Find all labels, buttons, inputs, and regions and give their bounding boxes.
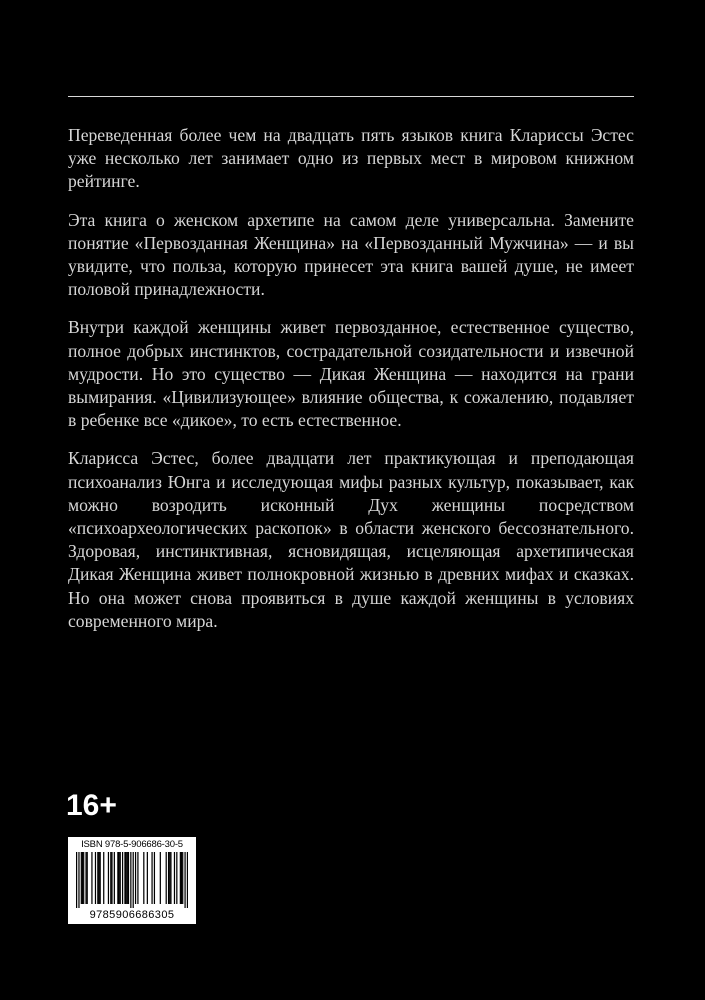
barcode-bar <box>176 852 177 904</box>
barcode-bar <box>103 852 104 904</box>
barcode-bar <box>82 852 83 904</box>
top-divider <box>68 96 634 97</box>
isbn-barcode <box>68 837 196 924</box>
barcode-bar <box>118 852 119 904</box>
blurb-text <box>68 124 634 648</box>
ean-digits: 9785906686305 <box>89 909 175 921</box>
barcode-bar <box>182 852 183 904</box>
barcode-bar <box>143 852 144 904</box>
barcode-bar <box>184 852 185 908</box>
barcode-bar <box>154 852 155 904</box>
barcode-bar <box>135 852 136 904</box>
barcode-bar <box>122 852 123 904</box>
barcode-bar <box>160 852 161 904</box>
blurb-paragraph-2: Эта книга о женском архетипе на самом деле универсальна. Замените понятие «Первозданная Женщина» на «Первозданный Мужчина» — и вы увидите, что польза, которую принесет эта книга вашей душе, не имеет половой принадлежности. <box>68 209 634 300</box>
barcode-bar <box>85 852 86 904</box>
barcode-bar <box>187 852 188 908</box>
barcode-bar <box>117 852 118 904</box>
barcode-bar <box>95 852 96 904</box>
blurb-paragraph-1: Переведенная более чем на двадцать пять языков книга Клариссы Эстес уже несколько лет занимает одно из первых мест в мировом книжном рейтинге. <box>68 125 634 192</box>
barcode-bar <box>169 852 170 904</box>
barcode-bar <box>126 852 127 904</box>
barcode-bar <box>151 852 152 904</box>
barcode-bar <box>120 852 121 904</box>
age-rating: 16+ <box>66 789 117 822</box>
barcode-bar <box>98 852 99 904</box>
barcode-bar <box>78 852 79 908</box>
barcode-bar <box>83 852 84 904</box>
barcode-bar <box>133 852 134 908</box>
barcode-bars <box>76 852 188 908</box>
isbn-label: ISBN 978-5-906686-30-5 <box>81 839 183 850</box>
barcode-bar <box>128 852 129 904</box>
barcode-bar <box>166 852 167 904</box>
blurb-paragraph-4: Кларисса Эстес, более двадцати лет практикующая и преподающая психоанализ Юнга и исследующая мифы разных культур, показывает, как можно возродить исконный Дух женщины посредством «психоархеологических раскопок» в области женского бессознательного. Здоровая, инстинктивная, ясновидящая, исцеляющая архетипическая Дикая Женщина живет полнокровной жизнью в древних мифах и сказках. Но она может снова проявиться в душе каждой женщины в условиях современного мира. <box>68 448 634 631</box>
barcode-bar <box>168 852 169 904</box>
blurb-paragraph-3: Внутри каждой женщины живет первозданное, естественное существо, полное добрых инстинктов, сострадательной созидательности и извечной мудрости. Но это существо — Дикая Женщина — находится на грани вымирания. «Цивилизующее» влияние общества, к сожалению, подавляет в ребенке все «дикое», то есть естественное. <box>68 317 634 431</box>
barcode-bar <box>137 852 138 904</box>
barcode-bar <box>108 852 109 904</box>
barcode-bar <box>147 852 148 904</box>
barcode-bar <box>81 852 82 904</box>
barcode-bar <box>100 852 101 904</box>
barcode-bar <box>76 852 77 908</box>
barcode-bar <box>87 852 88 904</box>
barcode-bar <box>97 852 98 904</box>
barcode-bar <box>124 852 125 904</box>
barcode-bar <box>130 852 131 908</box>
barcode-bar <box>110 852 111 904</box>
barcode-bar <box>180 852 181 904</box>
barcode-bar <box>181 852 182 904</box>
barcode-bar <box>91 852 92 904</box>
barcode-bar <box>111 852 112 904</box>
barcode-bar <box>114 852 115 904</box>
barcode-bar <box>170 852 171 904</box>
barcode-bar <box>174 852 175 904</box>
barcode-bar <box>127 852 128 904</box>
